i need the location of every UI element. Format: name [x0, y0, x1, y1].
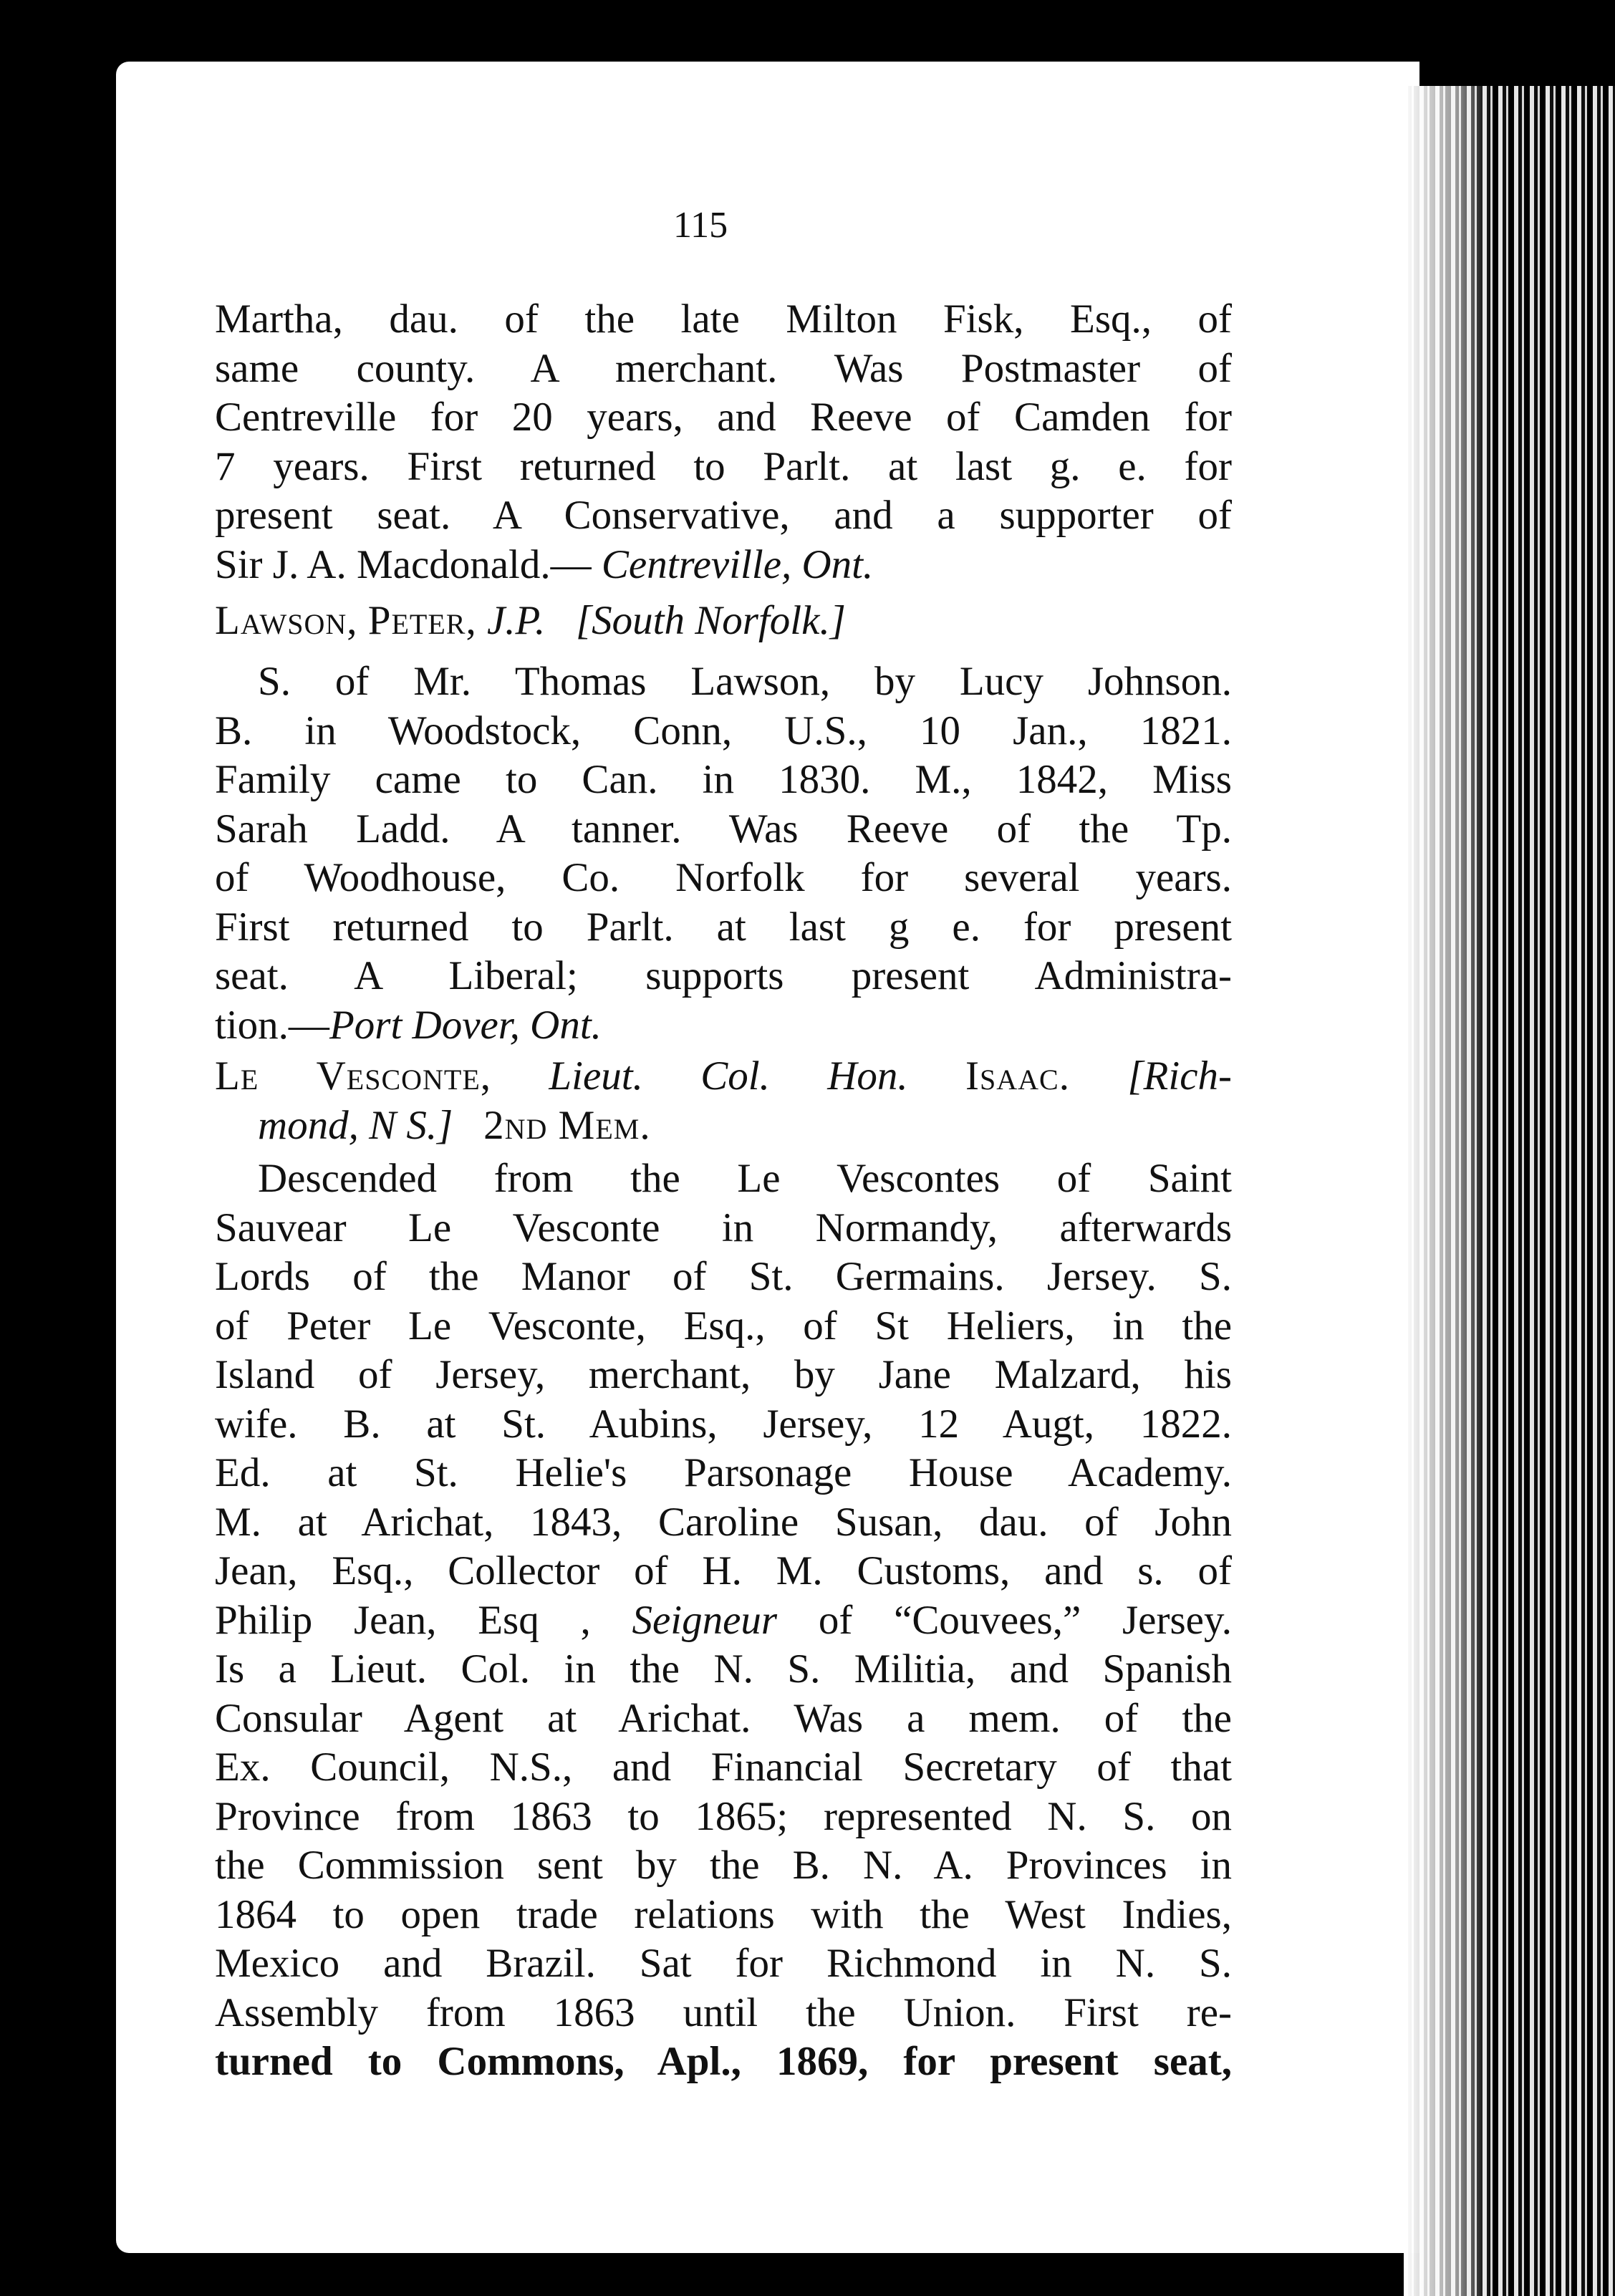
- text-line: Sauvear Le Vesconte in Normandy, afterwards: [215, 1205, 1232, 1250]
- text-line: Province from 1863 to 1865; represented N. S. on: [215, 1793, 1232, 1839]
- text-line: turned to Commons, Apl., 1869, for present seat,: [215, 2039, 1232, 2084]
- text-line: Lords of the Manor of St. Germains. Jersey. S.: [215, 1254, 1232, 1299]
- text-line-last: [215, 541, 1232, 590]
- seigneur-word: Seigneur: [632, 1597, 778, 1643]
- text-line: of Woodhouse, Co. Norfolk for several years.: [215, 855, 1232, 900]
- text-fragment: Philip Jean, Esq ,: [215, 1597, 591, 1643]
- text-line: S. of Mr. Thomas Lawson, by Lucy Johnson.: [258, 659, 1232, 704]
- text-line: Assembly from 1863 until the Union. First re-: [215, 1989, 1232, 2035]
- text-line: Descended from the Le Vescontes of Saint: [258, 1156, 1232, 1201]
- text-fragment: Sir J. A. Macdonald.—: [215, 541, 592, 587]
- text-line: Martha, dau. of the late Milton Fisk, Esq., of: [215, 296, 1232, 342]
- heading-line: [215, 1052, 1232, 1101]
- entry-continuation: [215, 295, 1232, 589]
- entry-heading-le-vesconte: [215, 1052, 1232, 1150]
- text-line: Family came to Can. in 1830. M., 1842, Miss: [215, 757, 1232, 802]
- text-line: wife. B. at St. Aubins, Jersey, 12 Augt, 1822.: [215, 1401, 1232, 1447]
- page-edge-fade: [1404, 86, 1490, 2296]
- entry-body-le-vesconte: [215, 1154, 1232, 2087]
- forename: Isaac.: [965, 1053, 1070, 1099]
- forename: Peter,: [367, 598, 477, 643]
- constituency: [Rich-: [1127, 1053, 1232, 1099]
- text-line: Jean, Esq., Collector of H. M. Customs, and s. of: [215, 1548, 1232, 1593]
- text-fragment: tion.—: [215, 1002, 329, 1048]
- entry-body-lawson: [215, 657, 1232, 1050]
- text-line-last: [215, 1001, 1232, 1051]
- text-line: 1864 to open trade relations with the West Indies,: [215, 1891, 1232, 1937]
- address: Centreville, Ont.: [601, 541, 874, 587]
- surname: Le Vesconte,: [215, 1053, 492, 1099]
- surname: Lawson,: [215, 598, 358, 643]
- constituency-cont: mond, N S.]: [258, 1102, 453, 1148]
- text-line: same county. A merchant. Was Postmaster of: [215, 345, 1232, 391]
- text-fragment: of “Couvees,” Jersey.: [818, 1597, 1232, 1643]
- page-number: 115: [673, 205, 728, 246]
- text-line: First returned to Parlt. at last g e. for present: [215, 904, 1232, 950]
- text-line: of Peter Le Vesconte, Esq., of St Heliers, in the: [215, 1303, 1232, 1349]
- text-line: [215, 1596, 1232, 1646]
- rank: Lieut. Col. Hon.: [549, 1053, 908, 1099]
- text-line: Island of Jersey, merchant, by Jane Malzard, his: [215, 1352, 1232, 1397]
- address: Port Dover, Ont.: [329, 1002, 602, 1048]
- text-line: seat. A Liberal; supports present Administra-: [215, 953, 1232, 998]
- text-line: Centreville for 20 years, and Reeve of Camden for: [215, 395, 1232, 440]
- text-line: present seat. A Conservative, and a supporter of: [215, 493, 1232, 538]
- text-line: Is a Lieut. Col. in the N. S. Militia, and Spanish: [215, 1646, 1232, 1692]
- text-line: the Commission sent by the B. N. A. Provinces in: [215, 1843, 1232, 1888]
- member-note: 2nd Mem.: [483, 1102, 651, 1148]
- text-line: M. at Arichat, 1843, Caroline Susan, dau. of John: [215, 1499, 1232, 1545]
- text-line: Ex. Council, N.S., and Financial Secretary of that: [215, 1745, 1232, 1790]
- text-line: Consular Agent at Arichat. Was a mem. of the: [215, 1695, 1232, 1741]
- heading-line: [215, 597, 1232, 646]
- text-line: 7 years. First returned to Parlt. at last g. e. for: [215, 443, 1232, 489]
- text-line: Sarah Ladd. A tanner. Was Reeve of the Tp.: [215, 806, 1232, 852]
- entry-heading-lawson: [215, 597, 1232, 646]
- text-line: B. in Woodstock, Conn, U.S., 10 Jan., 1821.: [215, 708, 1232, 753]
- text-line: Ed. at St. Helie's Parsonage House Academy.: [215, 1450, 1232, 1495]
- text-line: Mexico and Brazil. Sat for Richmond in N. S.: [215, 1941, 1232, 1986]
- honorific: J.P.: [486, 598, 546, 643]
- constituency: [South Norfolk.]: [576, 598, 846, 643]
- heading-line: [215, 1101, 1232, 1151]
